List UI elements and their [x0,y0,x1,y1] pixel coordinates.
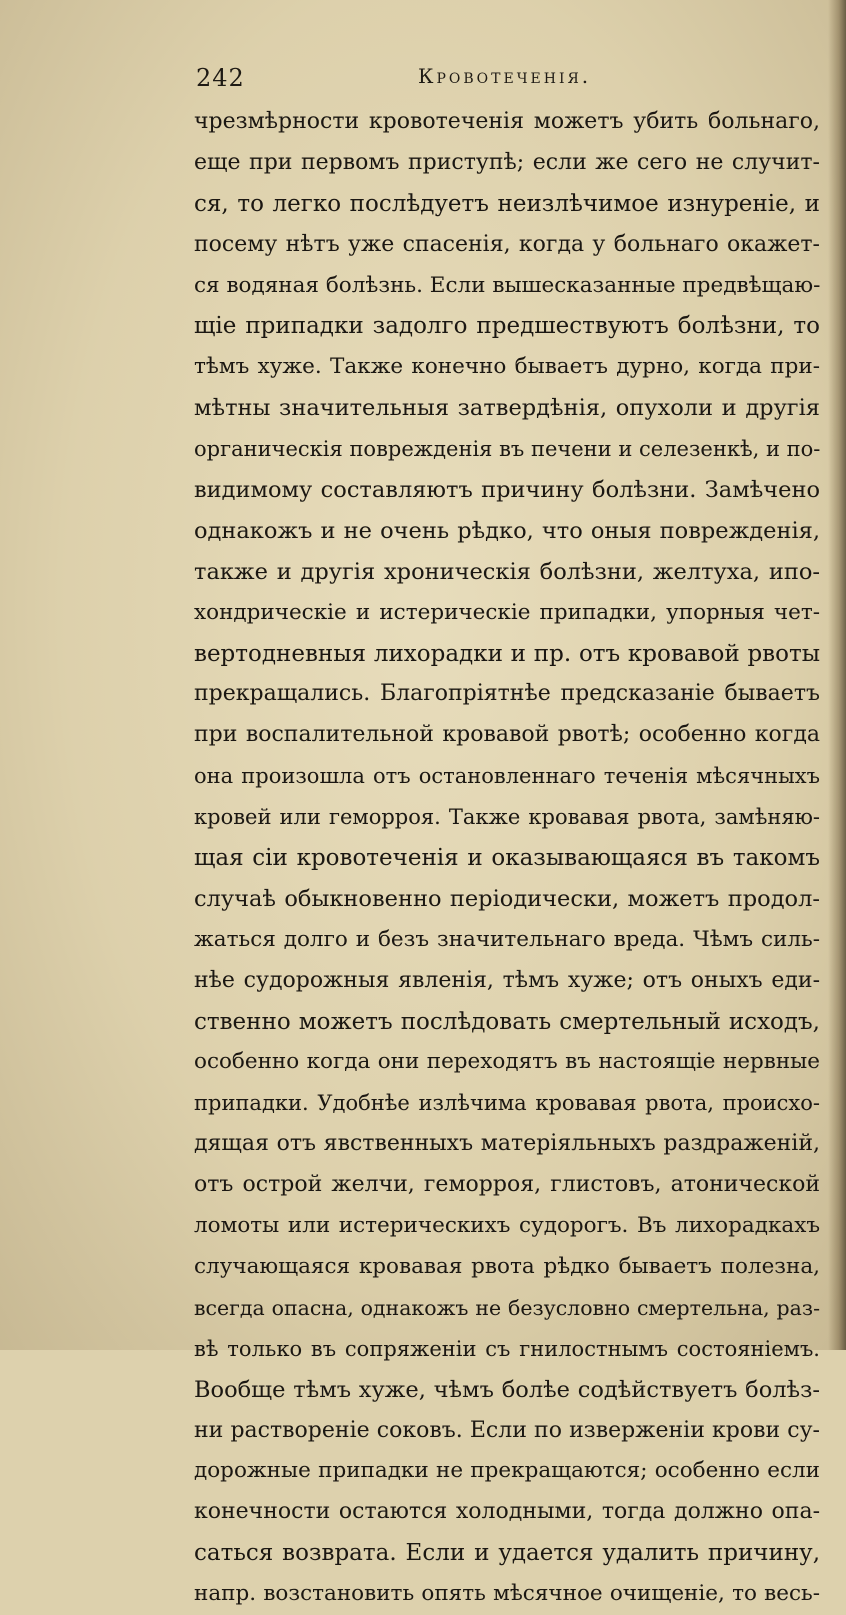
text-line: вертодневныя лихорадки и пр. отъ кровавой рвоты [194,640,820,667]
text-line: также и другія хроническія болѣзни, желтуха, ипо- [194,558,820,585]
page-edge-shadow [828,0,846,1350]
text-line: хондрическіе и истерическіе припадки, упорныя чет- [194,599,820,625]
text-line: вѣ только въ сопряженіи съ гнилостнымъ состояніемъ. [194,1336,820,1361]
text-line: припадки. Удобнѣе излѣчима кровавая рвота, происхо- [194,1091,820,1116]
text-line: мѣтны значительныя затвердѣнія, опухоли и другія [194,395,820,422]
text-line: посему нѣтъ уже спасенія, когда у больнаго окажет- [194,231,820,257]
running-head: Кровотеченія. [418,64,592,88]
text-line: она произошла отъ остановленнаго теченія мѣсячныхъ [194,764,820,789]
text-line: случаѣ обыкновенно періодически, можетъ продол- [194,885,820,912]
text-line: жаться долго и безъ значительнаго вреда. Чѣмъ силь- [194,926,820,952]
text-line: саться возврата. Если и удается удалить причину, [194,1540,820,1567]
page-header [196,64,816,100]
text-line: ся водяная болѣзнь. Если вышесказанные предвѣщаю- [194,272,820,298]
text-line: ломоты или истерическихъ судорогъ. Въ лихорадкахъ [194,1213,820,1239]
body-text [194,102,820,1615]
text-line: чрезмѣрности кровотеченія можетъ убить больнаго, [194,109,820,134]
text-line: отъ острой желчи, геморроя, глистовъ, атонической [194,1172,820,1198]
text-line: нѣе судорожныя явленія, тѣмъ хуже; отъ оныхъ еди- [194,967,820,993]
text-line: органическія поврежденія въ печени и селезенкѣ, и по- [194,437,820,462]
text-line: особенно когда они переходятъ въ настоящіе нервные [194,1049,820,1075]
text-line: однакожъ и не очень рѣдко, что оныя поврежденія, [194,517,820,544]
text-line: прекращались. Благопріятнѣе предсказаніе бываетъ [194,681,820,707]
text-line: тѣмъ хуже. Также конечно бываетъ дурно, когда при- [194,354,820,380]
text-line: случающаяся кровавая рвота рѣдко бываетъ полезна, [194,1253,820,1279]
text-line: кровей или геморроя. Также кровавая рвота, замѣняю- [194,805,820,830]
text-line: дящая отъ явственныхъ матеріяльныхъ раздраженій, [194,1131,820,1157]
text-line: ственно можетъ послѣдовать смертельный исходъ, [194,1008,820,1035]
text-line: щіе припадки задолго предшествуютъ болѣзни, то [194,313,820,340]
text-line: Вообще тѣмъ хуже, чѣмъ болѣе содѣйствуетъ болѣз- [194,1376,820,1403]
text-line: дорожные припадки не прекращаются; особенно если [194,1458,820,1484]
text-line: щая сіи кровотеченія и оказывающаяся въ такомъ [194,845,820,872]
text-line: ни раствореніе соковъ. Если по изверженіи крови су- [194,1417,820,1443]
text-line: еще при первомъ приступѣ; если же сего не случит- [194,149,820,175]
page-number: 242 [196,64,245,92]
text-line: ся, то легко послѣдуетъ неизлѣчимое изнуреніе, и [194,190,820,217]
text-line: напр. возстановить опять мѣсячное очищеніе, то весь- [194,1581,820,1607]
text-line: видимому составляютъ причину болѣзни. Замѣчено [194,477,820,504]
text-line: всегда опасна, однакожъ не безусловно смертельна, раз- [194,1295,820,1320]
text-line: конечности остаются холодными, тогда должно опа- [194,1499,820,1525]
text-line: при воспалительной кровавой рвотѣ; особенно когда [194,722,820,748]
